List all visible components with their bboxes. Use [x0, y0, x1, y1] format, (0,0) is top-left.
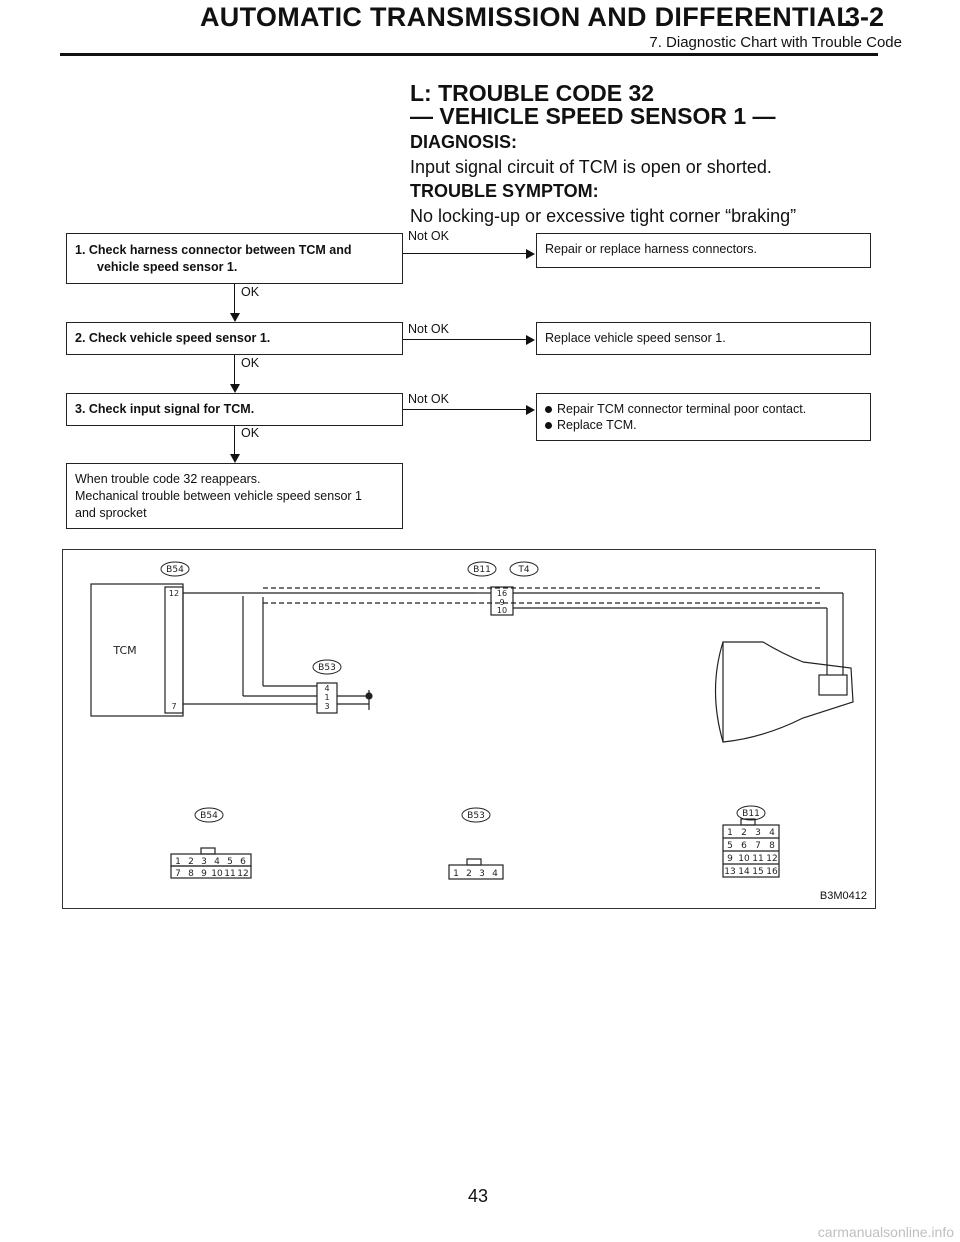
step-2-line1: 2. Check vehicle speed sensor 1.	[75, 331, 271, 345]
svg-text:4: 4	[769, 828, 775, 838]
arrow-down-icon	[230, 384, 240, 393]
tcm-block	[91, 584, 183, 716]
tcm-label: TCM	[113, 644, 137, 657]
step-1-result: Repair or replace harness connectors.	[545, 242, 757, 256]
step-1-line2: vehicle speed sensor 1.	[97, 260, 238, 274]
header-rule	[60, 53, 878, 56]
step-2-not-ok-line	[403, 339, 528, 340]
arrow-down-icon	[230, 454, 240, 463]
wiring-diagram	[62, 549, 876, 909]
svg-text:12: 12	[766, 854, 778, 864]
vehicle-speed-sensor	[819, 675, 847, 695]
svg-text:10: 10	[211, 869, 223, 879]
step-3-result-1	[545, 401, 806, 418]
svg-text:8: 8	[188, 869, 194, 879]
face-tag-b11: B11	[742, 809, 760, 819]
final-box	[66, 463, 403, 529]
trouble-code-heading: L: TROUBLE CODE 32	[410, 80, 655, 106]
step-1-not-ok-line	[403, 253, 528, 254]
arrow-right-icon	[526, 405, 535, 415]
step-3-box	[66, 393, 403, 426]
step-1-not-ok-label: Not OK	[408, 229, 449, 243]
pin-b11-10: 10	[496, 606, 508, 615]
svg-text:3: 3	[479, 869, 485, 879]
step-1-ok-line	[234, 284, 235, 314]
svg-text:9: 9	[727, 854, 733, 864]
step-1-ok-label: OK	[241, 285, 260, 299]
svg-text:1: 1	[175, 857, 181, 867]
symptom-label: TROUBLE SYMPTOM:	[410, 181, 599, 201]
svg-text:2: 2	[466, 869, 472, 879]
step-3-not-ok-line	[403, 409, 528, 410]
svg-text:15: 15	[752, 867, 764, 877]
svg-text:12: 12	[237, 869, 249, 879]
svg-text:11: 11	[752, 854, 764, 864]
tag-b53: B53	[318, 663, 336, 673]
svg-text:10: 10	[738, 854, 750, 864]
svg-text:4: 4	[492, 869, 498, 879]
tag-b11: B11	[473, 565, 491, 575]
svg-text:1: 1	[727, 828, 733, 838]
final-line1: When trouble code 32 reappears.	[75, 472, 261, 486]
figure-code: B3M0412	[819, 890, 867, 902]
section-number: 3-2	[845, 2, 885, 32]
pin-b53-4: 4	[324, 684, 330, 693]
step-2-result-box	[536, 322, 871, 355]
diagnosis-text: Input signal circuit of TCM is open or shorted.	[410, 157, 772, 177]
page-number: 43	[468, 1186, 489, 1206]
transmission-outline	[723, 642, 853, 742]
step-3-result-2	[545, 417, 637, 434]
step-3-not-ok-label: Not OK	[408, 392, 449, 406]
svg-text:1: 1	[453, 869, 459, 879]
final-line3: and sprocket	[75, 506, 147, 520]
svg-text:3: 3	[201, 857, 207, 867]
svg-text:5: 5	[727, 841, 733, 851]
face-tag-b53: B53	[467, 811, 485, 821]
watermark: carmanualsonline.info	[817, 1224, 954, 1240]
svg-text:7: 7	[755, 841, 761, 851]
svg-text:2: 2	[188, 857, 194, 867]
step-2-result: Replace vehicle speed sensor 1.	[545, 331, 726, 345]
step-3-result-1-text: Repair TCM connector terminal poor contact.	[557, 402, 807, 416]
step-3-result-2-text: Replace TCM.	[557, 418, 637, 432]
bullet-icon	[545, 422, 552, 429]
svg-text:13: 13	[724, 867, 736, 877]
svg-text:14: 14	[738, 867, 750, 877]
final-line2: Mechanical trouble between vehicle speed sensor 1	[75, 489, 362, 503]
step-3-line1: 3. Check input signal for TCM.	[75, 402, 255, 416]
step-2-ok-label: OK	[241, 356, 260, 370]
step-2-not-ok-label: Not OK	[408, 322, 449, 336]
trouble-code-subheading: — VEHICLE SPEED SENSOR 1 —	[410, 103, 776, 129]
symptom-text: No locking-up or excessive tight corner “braking”	[410, 206, 797, 226]
svg-text:3: 3	[755, 828, 761, 838]
svg-text:9: 9	[201, 869, 207, 879]
step-3-ok-label: OK	[241, 426, 260, 440]
tag-t4: T4	[518, 565, 530, 575]
step-2-ok-line	[234, 355, 235, 385]
svg-text:7: 7	[175, 869, 181, 879]
svg-text:6: 6	[741, 841, 747, 851]
arrow-right-icon	[526, 335, 535, 345]
pin-b11-16: 16	[496, 589, 508, 598]
b54-connector-block	[165, 587, 183, 713]
arrow-down-icon	[230, 313, 240, 322]
tag-b54: B54	[166, 565, 184, 575]
header-title: AUTOMATIC TRANSMISSION AND DIFFERENTIAL	[200, 2, 854, 32]
step-3-ok-line	[234, 426, 235, 455]
pin-b54-7: 7	[171, 702, 177, 711]
step-1-result-box	[536, 233, 871, 268]
svg-text:5: 5	[227, 857, 233, 867]
svg-text:6: 6	[240, 857, 246, 867]
pin-b53-1: 1	[324, 693, 330, 702]
step-2-box	[66, 322, 403, 355]
face-tag-b54: B54	[200, 811, 218, 821]
header-subtitle: 7. Diagnostic Chart with Trouble Code	[649, 34, 902, 51]
diagnosis-label: DIAGNOSIS:	[410, 132, 518, 152]
arrow-right-icon	[526, 249, 535, 259]
svg-text:4: 4	[214, 857, 220, 867]
bullet-icon	[545, 406, 552, 413]
pin-b11-9: 9	[499, 598, 505, 607]
pin-b53-3: 3	[324, 702, 330, 711]
wiring-diagram-svg	[63, 550, 875, 908]
step-1-line1: 1. Check harness connector between TCM and	[75, 243, 352, 257]
svg-text:11: 11	[224, 869, 236, 879]
step-1-box	[66, 233, 403, 284]
svg-text:2: 2	[741, 828, 747, 838]
pin-b54-12: 12	[168, 589, 180, 598]
svg-text:16: 16	[766, 867, 778, 877]
step-3-result-box	[536, 393, 871, 441]
svg-text:8: 8	[769, 841, 775, 851]
